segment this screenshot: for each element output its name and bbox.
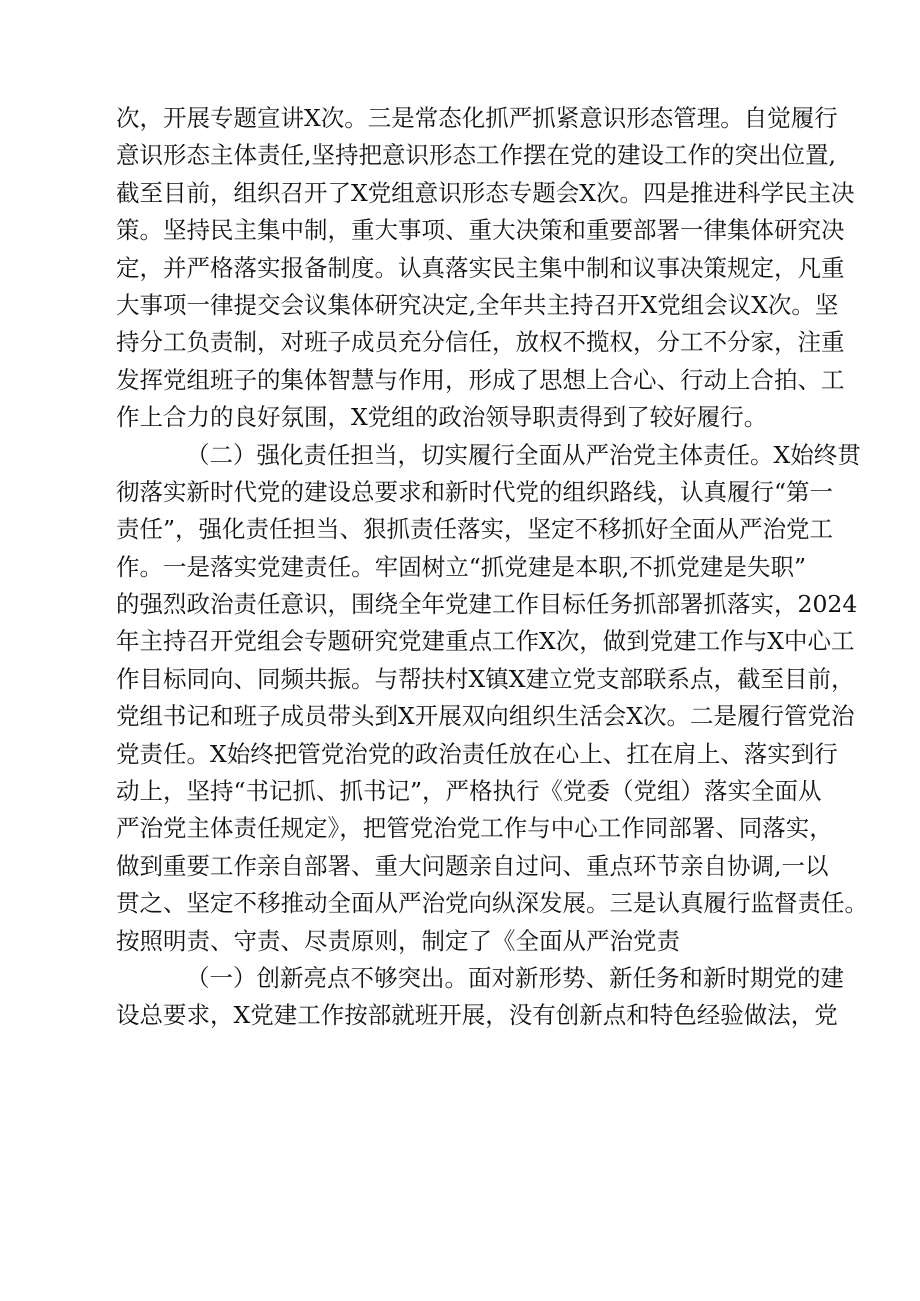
body-text [116, 100, 868, 1035]
text-line: 的强烈政治责任意识，围绕全年党建工作目标任务抓部署抓落实，2024 [116, 590, 858, 619]
paragraph-end-line: 作上合力的良好氛围，X党组的政治领导职责得到了较好履行。 [116, 403, 768, 432]
text-line: 党组书记和班子成员带头到X开展双向组织生活会X次。二是履行管党治 [116, 702, 855, 731]
text-line: 作目标同向、同频共振。与帮扶村X镇X建立党支部联系点，截至目前， [116, 664, 855, 693]
text-line: 次，开展专题宣讲X次。三是常态化抓严抓紧意识形态管理。自觉履行 [116, 104, 838, 132]
text-line: 定，并严格落实报备制度。认真落实民主集中制和议事决策规定，凡重 [116, 253, 845, 282]
text-line: 持分工负责制，对班子成员充分信任，放权不揽权，分工不分家，注重 [116, 328, 845, 357]
section-heading-line: （一）创新亮点不够突出。面对新形势、新任务和新时期党的建 [186, 963, 844, 992]
text-line: 截至目前，组织召开了X党组意识形态专题会X次。四是推进科学民主决 [116, 178, 855, 207]
text-line: 作。一是落实党建责任。牢固树立“抓党建是本职,不抓党建是失职” [116, 552, 806, 581]
text-line: 动上，坚持“书记抓、抓书记”，严格执行《党委（党组）落实全面从 [116, 777, 822, 806]
section-heading-line: （二）强化责任担当，切实履行全面从严治党主体责任。X始终贯 [186, 440, 861, 469]
text-line: 严治党主体责任规定》，把管党治党工作与中心工作同部署、同落实， [116, 814, 833, 843]
text-line: 意识形态主体责任,坚持把意识形态工作摆在党的建设工作的突出位置, [116, 141, 836, 170]
text-line: 责任”，强化责任担当、狠抓责任落实，坚定不移抓好全面从严治党工 [116, 515, 834, 544]
text-line: 党责任。X始终把管党治党的政治责任放在心上、扛在肩上、落实到行 [116, 739, 838, 768]
paragraph-end-line: 按照明责、守责、尽责原则，制定了《全面从严治党责 [116, 926, 680, 955]
text-line: 大事项一律提交会议集体研究决定,全年共主持召开X党组会议X次。坚 [116, 290, 839, 319]
text-line: 设总要求，X党建工作按部就班开展，没有创新点和特色经验做法，党 [116, 1001, 838, 1030]
text-line: 做到重要工作亲自部署、重大问题亲自过问、重点环节亲自协调,一以 [116, 851, 829, 880]
text-line: 年主持召开党组会专题研究党建重点工作X次，做到党建工作与X中心工 [116, 627, 855, 656]
text-line: 发挥党组班子的集体智慧与作用，形成了思想上合心、行动上合拍、工 [116, 365, 845, 394]
text-line: 策。坚持民主集中制，重大事项、重大决策和重要部署一律集体研究决 [116, 216, 845, 245]
text-line: 彻落实新时代党的建设总要求和新时代党的组织路线，认真履行“第一 [116, 477, 834, 506]
text-line: 贯之、坚定不移推动全面从严治党向纵深发展。三是认真履行监督责任。 [116, 889, 868, 918]
